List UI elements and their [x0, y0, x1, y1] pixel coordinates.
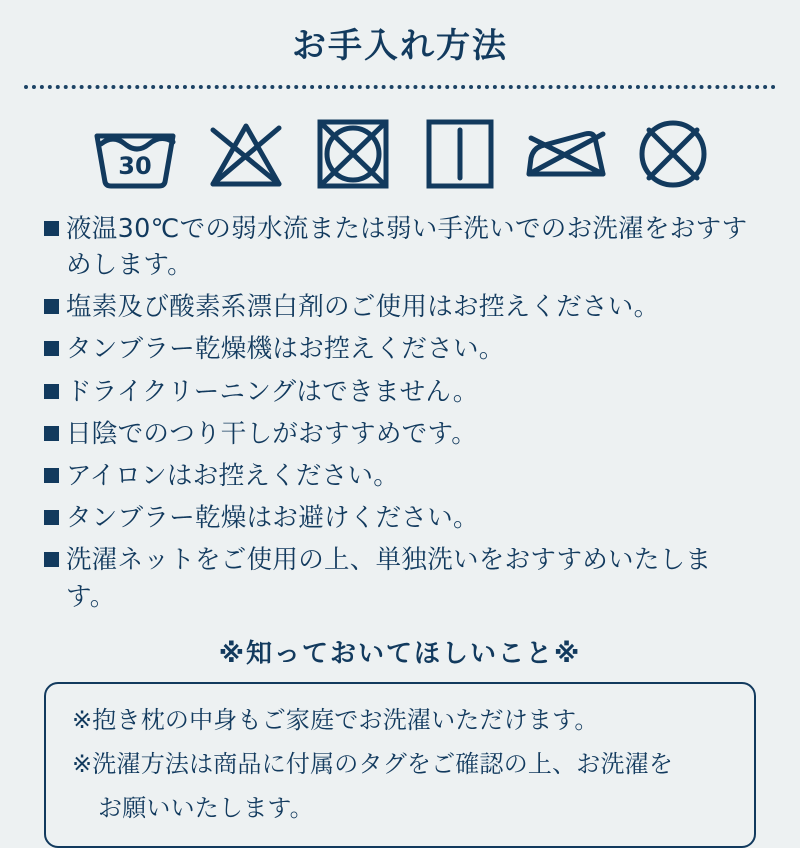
page-title: お手入れ方法 [292, 26, 508, 66]
no-bleach-symbol [207, 118, 285, 190]
notice-line: ※洗濯方法は商品に付属のタグをご確認の上、お洗濯を [72, 749, 674, 778]
list-item [44, 374, 756, 410]
list-item [44, 331, 756, 367]
wash-temperature-label: 30 [118, 151, 152, 180]
no-dry-clean-symbol [635, 116, 711, 192]
square-bullet-icon [44, 468, 59, 483]
care-symbol-row [0, 111, 800, 197]
square-bullet-icon [44, 221, 59, 236]
list-item [44, 458, 756, 494]
notice-box [44, 682, 756, 848]
instruction-text: ドライクリーニングはできません。 [66, 376, 479, 407]
instruction-text: タンブラー乾燥はお避けください。 [66, 503, 479, 534]
notice-heading: ※知っておいてほしいこと※ [218, 638, 582, 669]
no-tumble-dry-symbol [311, 116, 395, 192]
instruction-text: 塩素及び酸素系漂白剤のご使用はお控えください。 [66, 292, 660, 323]
notice-line: ※抱き枕の中身もご家庭でお洗濯いただけます。 [72, 705, 599, 734]
square-bullet-icon [44, 426, 59, 441]
instruction-text: タンブラー乾燥機はお控えください。 [66, 334, 505, 365]
list-item [44, 500, 756, 536]
instruction-text: 日陰でのつり干しがおすすめです。 [66, 418, 478, 449]
dotted-divider [24, 85, 776, 89]
square-bullet-icon [44, 341, 59, 356]
list-item [44, 289, 756, 325]
list-item [44, 211, 756, 283]
notice-line: お願いいたします。 [98, 793, 314, 822]
square-bullet-icon [44, 552, 59, 567]
instruction-text: 液温30℃での弱水流または弱い手洗いでのお洗濯をおすすめします。 [66, 213, 748, 280]
line-dry-shade-symbol [421, 116, 497, 192]
instruction-list [44, 211, 756, 615]
square-bullet-icon [44, 299, 59, 314]
wash-30-symbol [89, 118, 181, 190]
no-iron-symbol [523, 122, 609, 186]
instruction-text: 洗濯ネットをご使用の上、単独洗いをおすすめいたします。 [66, 545, 712, 612]
square-bullet-icon [44, 384, 59, 399]
list-item [44, 416, 756, 452]
square-bullet-icon [44, 510, 59, 525]
list-item [44, 542, 756, 614]
instruction-text: アイロンはお控えください。 [66, 461, 400, 492]
